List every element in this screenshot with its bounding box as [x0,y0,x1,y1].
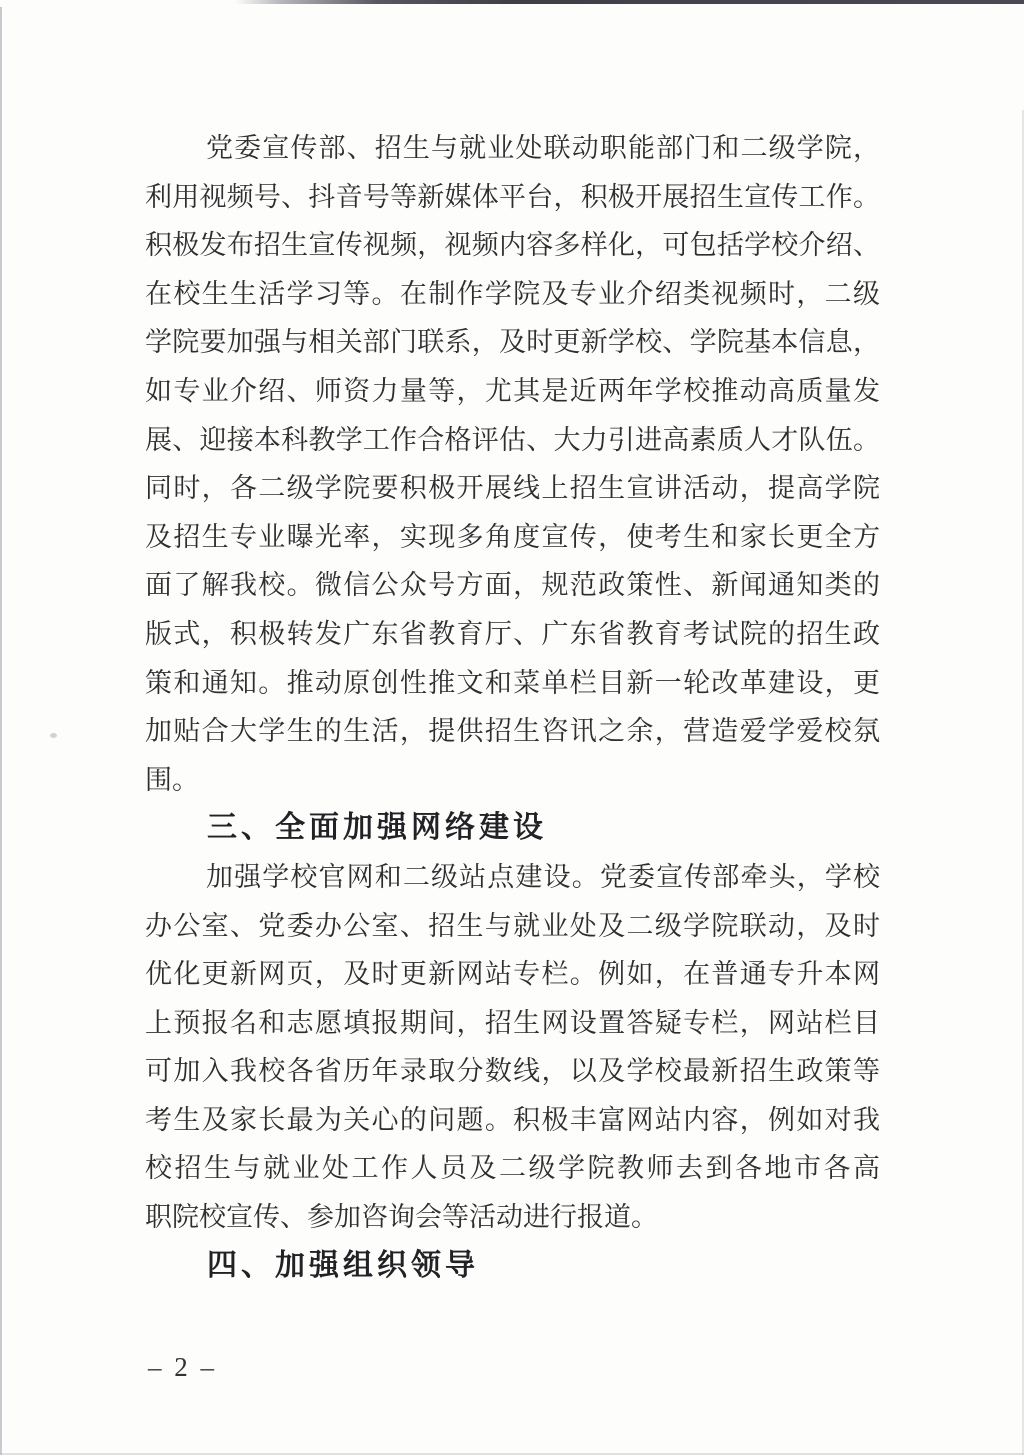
paragraph-line: 职院校宣传、参加咨询会等活动进行报道。 [145,1202,658,1233]
paragraph-line: 优化更新网页，及时更新网站专栏。例如，在普通专升本网 [145,959,880,990]
paragraph-line: 加贴合大学生的生活，提供招生咨讯之余，营造爱学爱校氛 [145,716,880,747]
paragraph-line: 围。 [145,764,199,795]
paragraph-line: 如专业介绍、师资力量等，尤其是近两年学校推动高质量发 [145,375,880,406]
paragraph-line: 加强学校官网和二级站点建设。党委宣传部牵头，学校 [206,861,880,892]
page-number: – 2 – [148,1352,217,1382]
paragraph-line: 考生及家长最为关心的问题。积极丰富网站内容，例如对我 [145,1104,880,1135]
paragraph-line: 版式，积极转发广东省教育厅、广东省教育考试院的招生政 [145,618,880,649]
paragraph-line: 同时，各二级学院要积极开展线上招生宣讲活动，提高学院 [145,473,880,504]
paragraph-line: 学院要加强与相关部门联系，及时更新学校、学院基本信息， [145,327,880,358]
paragraph-line: 在校生生活学习等。在制作学院及专业介绍类视频时，二级 [145,278,880,309]
paragraph-line: 策和通知。推动原创性推文和菜单栏目新一轮改革建设，更 [145,667,880,698]
scan-artifact-speck [50,733,57,738]
paragraph-line: 可加入我校各省历年录取分数线，以及学校最新招生政策等 [145,1056,880,1087]
paragraph-line: 利用视频号、抖音号等新媒体平台，积极开展招生宣传工作。 [145,181,880,212]
paragraph-line: 展、迎接本科教学工作合格评估、大力引进高素质人才队伍。 [145,424,880,455]
paragraph-line: 积极发布招生宣传视频，视频内容多样化，可包括学校介绍、 [145,230,880,261]
paragraph-line: 面了解我校。微信公众号方面，规范政策性、新闻通知类的 [145,570,880,601]
document-body [145,124,880,1290]
section-heading-4: 四、加强组织领导 [207,1248,479,1282]
section-heading-3: 三、全面加强网络建设 [207,811,547,845]
paragraph-line: 校招生与就业处工作人员及二级学院教师去到各地市各高 [145,1153,880,1184]
scan-artifact-top-edge [235,0,1024,4]
scan-artifact-left-edge [0,7,2,1455]
paragraph-line: 办公室、党委办公室、招生与就业处及二级学院联动，及时 [145,910,880,941]
paragraph-line: 上预报名和志愿填报期间，招生网设置答疑专栏，网站栏目 [145,1007,880,1038]
paragraph-line: 及招生专业曝光率，实现多角度宣传，使考生和家长更全方 [145,521,880,552]
paragraph-line: 党委宣传部、招生与就业处联动职能部门和二级学院， [206,133,880,163]
